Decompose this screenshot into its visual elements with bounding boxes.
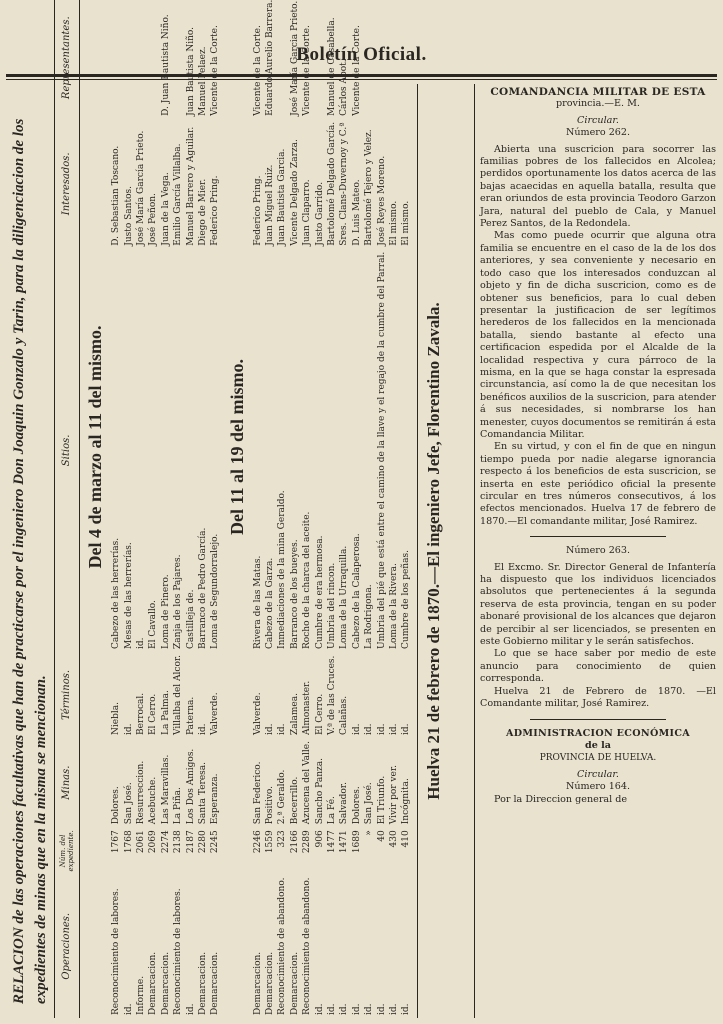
administracion-province: PROVINCIA DE HUELVA. (539, 753, 657, 764)
relacion-heading: RELACION de las operaciones facultativas que han de practicarse por el ingeniero Don Joaquin Gonzalo y Tarin, para la diligenciacion de los expedientes de minas que en la misma se mencionan. (11, 118, 49, 1004)
table-cell: Demarcacion. (265, 951, 276, 1015)
paragraph: Huelva 21 de Febrero de 1870. —El Comandante militar, José Ramirez. (480, 685, 716, 710)
section-title-row (222, 0, 252, 1018)
administracion-heading: ADMINISTRACION ECONÓMICA (505, 727, 691, 739)
table-cell: Demarcacion. (197, 951, 208, 1015)
table-cell: id. (351, 1003, 362, 1015)
table-row (326, 0, 338, 1018)
table-cell: 410 (401, 830, 412, 848)
table-cell: El Triunfo. (376, 775, 387, 825)
administracion-subheading: de la (584, 739, 611, 751)
table-cell: Paterna. (185, 696, 196, 736)
table-cell (147, 0, 159, 119)
table-cell: Manuel de Casabella. (327, 17, 338, 116)
table-cell: Juan Bautista Garcia. (277, 148, 288, 246)
table-row (338, 0, 350, 1018)
table-cell: Demarcacion. (289, 951, 300, 1015)
table-cell: 2246 (252, 830, 263, 854)
table-row (184, 0, 196, 1018)
table-cell: Esperanza. (210, 773, 221, 825)
table-cell: id. (123, 723, 134, 736)
table-cell: La Rodrigona. (364, 584, 375, 649)
col-header: Términos. (55, 652, 80, 738)
table-cell: Salvador. (339, 782, 350, 825)
table-cell: Reconocimiento de labores. (111, 888, 122, 1015)
numero-label: Número 262. (565, 127, 631, 139)
table-cell: Juan Miguel Ruiz. (265, 164, 276, 246)
table-cell: La Fé. (327, 796, 338, 825)
table-cell: Acebuche. (148, 776, 159, 825)
table-cell: El mismo. (389, 200, 399, 246)
table-cell (276, 0, 288, 119)
table-cell: » (364, 830, 375, 836)
table-row (172, 0, 184, 1018)
table-row (122, 0, 134, 1018)
table-cell: San José. (123, 782, 134, 825)
table-cell (375, 0, 387, 119)
table-cell: Umbria del rincon. (327, 562, 338, 649)
table-header-row (55, 0, 80, 1018)
table-cell: D. Sebastian Toscano. (111, 145, 122, 246)
table-cell: Vicente Delgado Zarza. (289, 139, 300, 246)
divider (530, 719, 666, 720)
table-cell: Incógnita. (401, 778, 412, 825)
table-cell: Niebla. (111, 702, 122, 736)
table-cell: 2166 (289, 830, 300, 854)
table-cell: V.ª de las Cruces. (327, 655, 338, 736)
table-cell: Reconocimiento de abandono. (302, 877, 313, 1015)
table-cell: Dolores. (111, 786, 122, 825)
table-row (147, 0, 159, 1018)
table-cell: Resurreccion. (135, 760, 146, 825)
table-cell: Juan Bautista Niño. (185, 27, 196, 116)
table-cell: Demarcacion. (210, 951, 221, 1015)
paragraph: El Excmo. Sr. Director General de Infantería ha dispuesto que los individuos licenciados absolutos que pertenecientes á la segunda reserva de esta provincia, tengan en su poder abonaré provisional de los alcances que dejaron de percibir al ser licenciados, se presenten en este Gobierno militar y le serán satisfechos. (480, 561, 716, 648)
table-row (252, 0, 264, 1018)
table-cell: San José. (364, 782, 375, 825)
masthead-title: Boletín Oficial. (296, 44, 427, 65)
col-header: Operaciones. (55, 875, 80, 1018)
table-cell: id. (327, 1003, 338, 1015)
table-cell: 906 (314, 830, 325, 848)
table-cell (110, 0, 122, 119)
table-cell: 1689 (351, 830, 362, 854)
table-cell: Reconocimiento de labores. (173, 888, 184, 1015)
table-cell: Cumbre de era hermosa. (314, 535, 325, 649)
table-row (160, 0, 172, 1018)
table-cell: Justo Santos. (123, 186, 134, 246)
col-header: Minas. (55, 738, 80, 827)
table-cell (313, 0, 325, 119)
table-cell: José María García Prieto. (135, 130, 146, 246)
circular-label: Circular. (577, 114, 619, 126)
table-cell (400, 0, 412, 119)
table-row (209, 0, 221, 1018)
table-cell: 2289 (302, 830, 313, 854)
table-cell: Dolores. (351, 786, 362, 825)
divider (530, 536, 666, 537)
table-row (289, 0, 301, 1018)
table-cell: Loma de la Rivera. (389, 563, 399, 649)
table-cell: Loma de Pinero. (160, 574, 171, 649)
table-cell: 430 (389, 830, 399, 848)
table-cell: Emilio García Villalba. (173, 143, 184, 246)
table-cell: id. (364, 723, 375, 736)
section-title-row (80, 0, 111, 1018)
col-header: Sitios. (55, 249, 80, 652)
table-cell (172, 0, 184, 119)
table-cell: Almonaster. (302, 680, 313, 736)
table-row (375, 0, 387, 1018)
table-cell: 2138 (173, 830, 184, 854)
table-cell: 2245 (210, 830, 221, 854)
table-row (135, 0, 147, 1018)
table-cell: Vivir por ver. (389, 764, 399, 825)
table-cell: D. Luis Mateo. (351, 179, 362, 246)
table-cell: D. Juan Bautista Niño. (160, 14, 171, 116)
table-cell: Los Dos Amigos. (185, 748, 196, 825)
table-cell: José Reyes Moreno. (376, 155, 387, 246)
table-cell: id. (389, 1003, 399, 1015)
table-cell: 2061 (135, 830, 146, 854)
table-cell: id. (389, 723, 399, 736)
numero-label: Número 263. (565, 545, 631, 557)
table-cell: Calañas. (339, 695, 350, 736)
paragraph: En su virtud, y con el fin de que en ningun tiempo pueda por nadie alegarse ignorancia respecto á los beneficios de esta suscricion, se inserta en este periódico oficial la presente circular en tres números consecutivos, á los efectos mencionados. Huelva 17 de febrero de 1870.—El comandante militar, José Ramirez. (480, 441, 716, 527)
table-cell: Loma de Segundorralejo. (210, 533, 221, 649)
table-cell: Loma de la Urraquilla. (339, 545, 350, 649)
table-cell: La Palma. (160, 690, 171, 736)
table-cell: El mismo. (401, 200, 412, 246)
table-cell: 1471 (339, 830, 350, 854)
table-cell: Informe. (135, 975, 146, 1015)
table-row (301, 0, 313, 1018)
circular-label: Circular. (577, 768, 619, 780)
table-row (400, 0, 412, 1018)
table-cell: 1559 (265, 830, 276, 854)
table-cell: El Cavallo. (148, 600, 159, 649)
paragraph: Abierta una suscricion para socorrer las familias pobres de los fallecidos en Alcolea; perdidos oportunamente los datos acerca de las bajas acaecidas en aquella batalla, resulta que eran oriundos de esta provincia Teodoro Garzon Jara, natural del pueblo de Cala, y Manuel Perez Santos, de la Redondela. (480, 143, 716, 230)
table-cell: Eduardo Aurelio Barrera. (265, 0, 276, 116)
table-row (313, 0, 325, 1018)
table-row (264, 0, 276, 1018)
table-cell: 40 (376, 830, 387, 842)
table-cell: Sres. Clans-Duvernoy y C.ª (339, 122, 350, 246)
table-cell: Azucena del Valle. (302, 741, 313, 825)
table-cell: Barranco de los bueyes. (289, 539, 300, 649)
table-cell: La Piña. (173, 787, 184, 825)
right-column (480, 86, 716, 1018)
table-cell: Cabezo de la Garza. (265, 557, 276, 649)
table-cell: id. (339, 1003, 350, 1015)
table-cell: Cumbre de los peñas. (401, 550, 412, 649)
table-cell: Demarcacion. (252, 951, 263, 1015)
table-cell: id. (401, 1003, 412, 1015)
section-title: Del 4 de marzo al 11 del mismo. (85, 325, 105, 569)
table-row (388, 0, 400, 1018)
numero-label: Número 164. (565, 781, 631, 793)
comandancia-subheading: provincia.—E. M. (556, 98, 640, 110)
table-cell (363, 0, 375, 119)
table-cell: Castilleja de. (185, 589, 196, 649)
table-cell: id. (197, 723, 208, 736)
table-cell: Cabezo de la Calaperosa. (351, 533, 362, 649)
table-cell: Rocho de la charca del aceite. (302, 511, 313, 649)
column-divider (474, 84, 475, 1018)
table-cell: José Peñon. (148, 193, 159, 246)
paragraph: Mas como puede ocurrir que alguna otra familia se encuentre en el caso de la de los dos anteriores, y sea conveniente y necesario en todo caso que los interesados conduzcan al objeto y fin de dicha suscricion, como es de obtener sus beneficios, para lo cual deben presentar la justificacion de ser legítimos herederos de los fallecidos en la mencionada batalla, siendo bastante al efecto una certificacion espedida por el Alcalde de la localidad respectiva y cura párroco de la misma, en la que se haga constar la espresada circunstancia, así como la de que necesitan los benéficos auxilios de la suscricion, para atender á sus necesidades, si nombrarse los han menester, cuyos documentos se remitirán á esta Comandancia Militar. (480, 230, 716, 440)
table-cell: Santa Teresa. (197, 761, 208, 825)
paragraph: Por la Direccion general de (494, 793, 628, 805)
table-cell: id. (277, 723, 288, 736)
table-cell: 1477 (327, 830, 338, 854)
table-cell: id. (265, 723, 276, 736)
relacion-footer: Huelva 21 de febrero de 1870.—El ingeniero Jefe, Florentino Zavala. (417, 84, 444, 1018)
table-cell: El Cerro. (148, 693, 159, 736)
table-cell: 2187 (185, 830, 196, 854)
table-cell: Valverde. (252, 692, 263, 736)
table-cell: Bartolomé Tejero y Velez. (364, 129, 375, 246)
table-cell: Becerrillo. (289, 776, 300, 825)
table-cell: Juan Claparro. (302, 179, 313, 246)
table-cell: Las Maravillas. (160, 754, 171, 825)
table-cell: 1767 (111, 830, 122, 854)
table-cell: Rivera de las Matas. (252, 555, 263, 649)
table-cell: Inmediaciones de la mina Geraldo. (277, 490, 288, 649)
table-cell: Zalamea. (289, 693, 300, 736)
table-cell: id. (376, 723, 387, 736)
table-cell (135, 0, 147, 119)
table-cell: Justo Garrido. (314, 181, 325, 246)
table-row (276, 0, 288, 1018)
table-row (197, 0, 209, 1018)
table-cell: José María Garcia Prieto. (289, 0, 300, 116)
col-header: Interesados. (55, 119, 80, 249)
col-header: Representantes. (55, 0, 80, 119)
table-cell: id. (401, 723, 412, 736)
table-cell: Reconocimiento de abandono. (277, 877, 288, 1015)
relacion-table (54, 0, 413, 1018)
table-cell: Vicente de la Corte. (210, 25, 221, 116)
table-cell: Manuel Pelaez. (197, 46, 208, 116)
table-cell: Vicente de la Corte. (302, 25, 313, 116)
table-row (110, 0, 122, 1018)
table-cell: 2069 (148, 830, 159, 854)
table-cell: Barranco de Pedro García. (197, 527, 208, 649)
table-cell: 2280 (197, 830, 208, 854)
table-cell: 2274 (160, 830, 171, 854)
table-cell: El Cerro. (314, 693, 325, 736)
table-cell: Berrocal. (135, 692, 146, 736)
table-cell: Vicente de la Corte. (351, 25, 362, 116)
table-cell: 2.ª Geraldo. (277, 769, 288, 825)
table-cell: Cárlos Abot. (339, 59, 350, 116)
table-cell: id. (135, 637, 146, 649)
table-cell: Demarcacion. (148, 951, 159, 1015)
table-cell: Sancho Panza. (314, 758, 325, 825)
table-cell: 323 (277, 830, 288, 848)
table-cell: id. (314, 1003, 325, 1015)
col-header: Núm. del expediente. (55, 827, 80, 874)
table-cell: id. (376, 1003, 387, 1015)
table-cell: Vicente de la Corte. (252, 25, 263, 116)
table-row (351, 0, 363, 1018)
table-cell: Positivo. (265, 785, 276, 825)
table-cell: Federico Pring. (210, 175, 221, 246)
table-cell: Bartolomé Delgado García. (327, 121, 338, 246)
table-cell: 1768 (123, 830, 134, 854)
table-cell: Juan de la Vega. (160, 172, 171, 246)
table-cell: Diego de Mier. (197, 178, 208, 246)
section-title: Del 11 al 19 del mismo. (226, 358, 247, 535)
table-cell: Manuel Barrero y Aguilar. (185, 126, 196, 246)
table-cell: San Federico. (252, 761, 263, 825)
table-cell: Zanja de los Pajares. (173, 554, 184, 649)
table-cell: id. (123, 1003, 134, 1015)
paragraph: Lo que se hace saber por medio de este anuncio para conocimiento de quien corresponda. (480, 648, 716, 685)
table-cell: Mesas de las herrerías. (123, 542, 134, 649)
table-cell: Villalba del Alcor. (173, 654, 184, 736)
table-cell: Demarcacion. (160, 951, 171, 1015)
table-cell: id. (351, 723, 362, 736)
table-cell: Cabezo de las herrerías. (111, 537, 122, 649)
comandancia-heading: COMANDANCIA MILITAR DE ESTA (490, 86, 706, 98)
table-row (363, 0, 375, 1018)
table-cell (122, 0, 134, 119)
table-cell: Umbria del pié que está entre el camino de la llave y el regajo de la cumbre del Parral. (376, 251, 387, 649)
table-cell: id. (364, 1003, 375, 1015)
table-cell (388, 0, 400, 119)
table-cell: Valverde. (210, 692, 221, 736)
table-cell: id. (185, 1003, 196, 1015)
table-cell: Federico Pring. (252, 175, 263, 246)
